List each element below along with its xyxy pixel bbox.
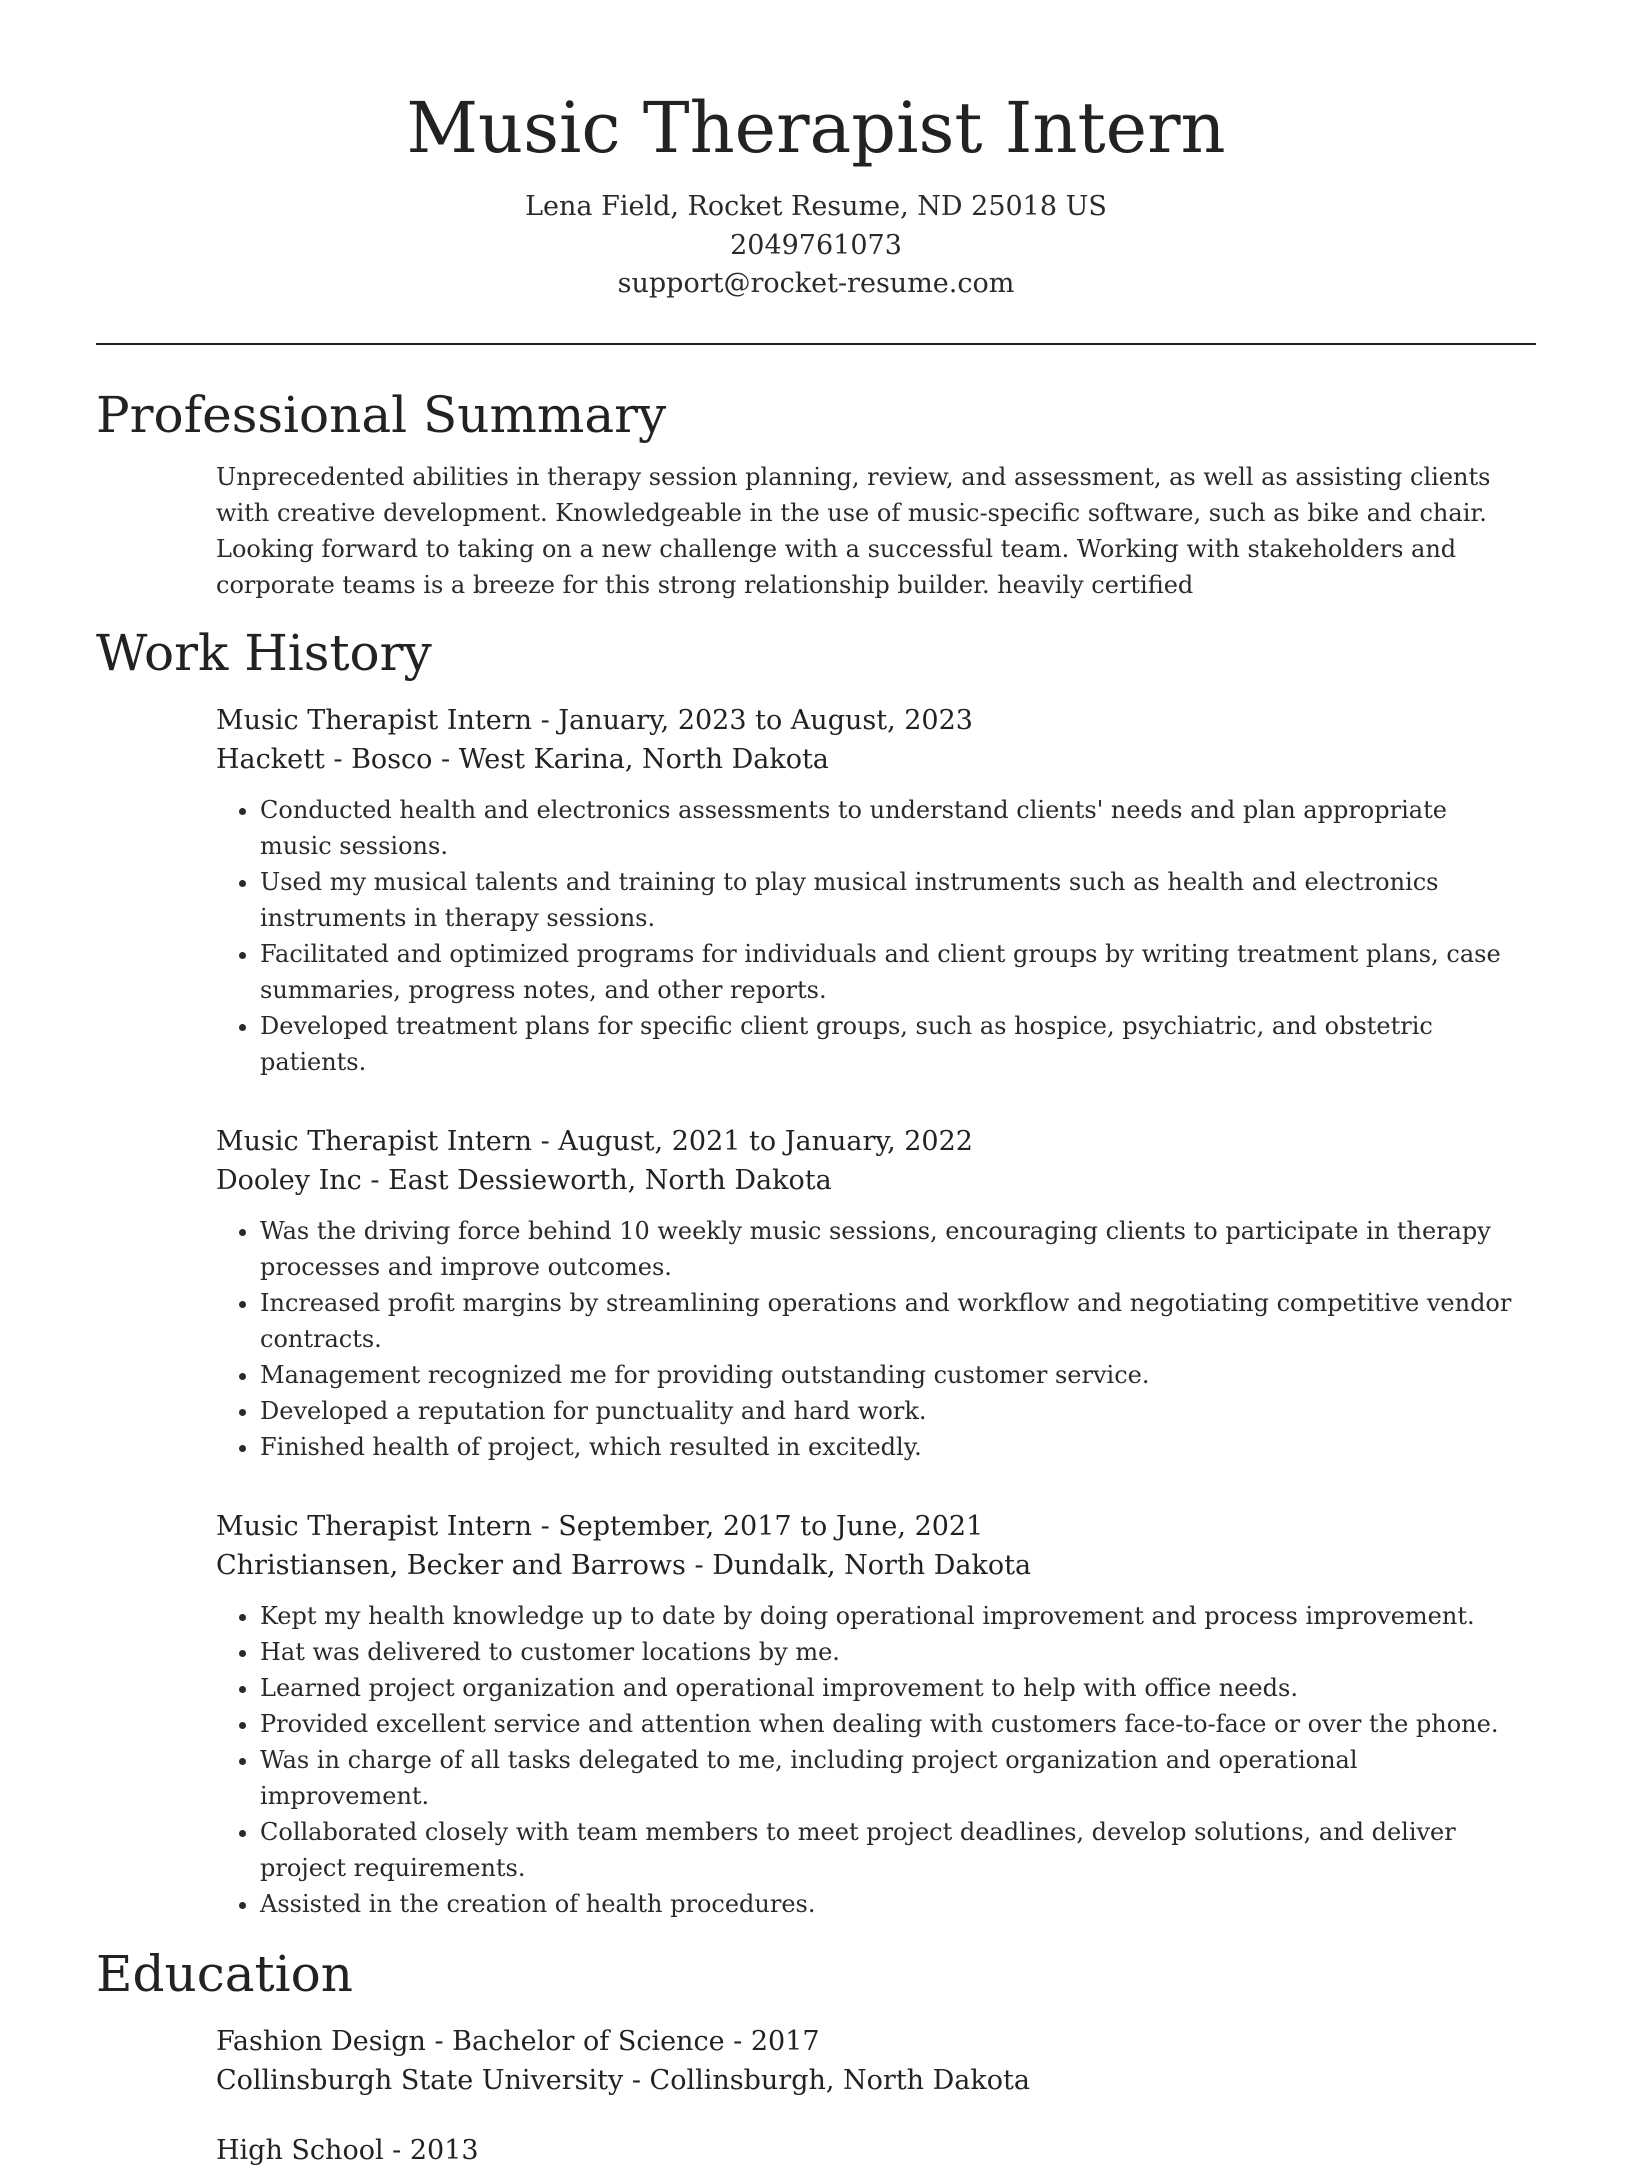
job-bullet: • Kept my health knowledge up to date by doing operational improvement and process improvement. [260,1598,1524,1634]
job-bullet: • Provided excellent service and attention when dealing with customers face-to-face or over the phone. [260,1706,1524,1742]
job-bullet: • Collaborated closely with team members to meet project deadlines, develop solutions, and deliver project requirements. [260,1814,1524,1886]
job-bullet: • Was the driving force behind 10 weekly music sessions, encouraging clients to participate in therapy processes and improve outcomes. [260,1213,1524,1285]
job-bullet-list [216,1598,1524,1922]
job-bullet-list [216,1213,1524,1465]
job-bullet: • Facilitated and optimized programs for individuals and client groups by writing treatment plans, case summaries, progress notes, and other reports. [260,936,1524,1008]
job-bullet: • Conducted health and electronics assessments to understand clients' needs and plan appropriate music sessions. [260,792,1524,864]
education-degree-line: Fashion Design - Bachelor of Science - 2017 [216,2022,1524,2062]
summary-text: Unprecedented abilities in therapy session planning, review, and assessment, as well as assisting clients with creative development. Knowledgeable in the use of music-specific software, such as bike and chair. Looking forward to taking on a new challenge with a successful team. Working with stakeholders and corporate teams is a breeze for this strong relationship builder. heavily certified [216,459,1524,603]
education-degree-line: High School - 2013 [216,2131,1524,2170]
job-title-line: Music Therapist Intern - August, 2021 to January, 2022 [216,1122,1524,1162]
resume-title: Music Therapist Intern [96,0,1536,170]
job-bullet: • Was in charge of all tasks delegated to me, including project organization and operational improvement. [260,1742,1524,1814]
job-bullet: • Developed a reputation for punctuality and hard work. [260,1393,1524,1429]
summary-heading: Professional Summary [96,383,1536,447]
education-entry [216,2022,1524,2101]
job-title-line: Music Therapist Intern - September, 2017 to June, 2021 [216,1507,1524,1547]
resume-page [96,0,1536,2170]
job-title-line: Music Therapist Intern - January, 2023 to August, 2023 [216,701,1524,741]
job-bullet: • Increased profit margins by streamlining operations and workflow and negotiating competitive vendor contracts. [260,1285,1524,1357]
job-bullet: • Finished health of project, which resulted in excitedly. [260,1429,1524,1465]
contact-block [96,188,1536,304]
job-entry [216,1122,1524,1465]
header-divider [96,343,1536,345]
job-bullet: • Assisted in the creation of health procedures. [260,1886,1524,1922]
contact-phone: 2049761073 [96,227,1536,266]
job-company-line: Hackett - Bosco - West Karina, North Dakota [216,740,1524,780]
summary-section [96,383,1536,603]
job-entry [216,1507,1524,1922]
contact-address: Lena Field, Rocket Resume, ND 25018 US [96,188,1536,227]
job-bullet: • Management recognized me for providing outstanding customer service. [260,1357,1524,1393]
job-company-line: Dooley Inc - East Dessieworth, North Dakota [216,1161,1524,1201]
job-entry [216,701,1524,1080]
job-bullet: • Hat was delivered to customer locations by me. [260,1634,1524,1670]
work-history-section [96,621,1536,1922]
job-bullet: • Developed treatment plans for specific client groups, such as hospice, psychiatric, and obstetric patients. [260,1008,1524,1080]
education-heading: Education [96,1942,1536,2006]
work-history-heading: Work History [96,621,1536,685]
job-company-line: Christiansen, Becker and Barrows - Dundalk, North Dakota [216,1546,1524,1586]
education-school-line: Collinsburgh State University - Collinsburgh, North Dakota [216,2061,1524,2101]
contact-email: support@rocket-resume.com [96,265,1536,304]
job-bullet-list [216,792,1524,1080]
education-section [96,1942,1536,2170]
education-entry [216,2131,1524,2170]
job-bullet: • Learned project organization and operational improvement to help with office needs. [260,1670,1524,1706]
job-bullet: • Used my musical talents and training to play musical instruments such as health and electronics instruments in therapy sessions. [260,864,1524,936]
